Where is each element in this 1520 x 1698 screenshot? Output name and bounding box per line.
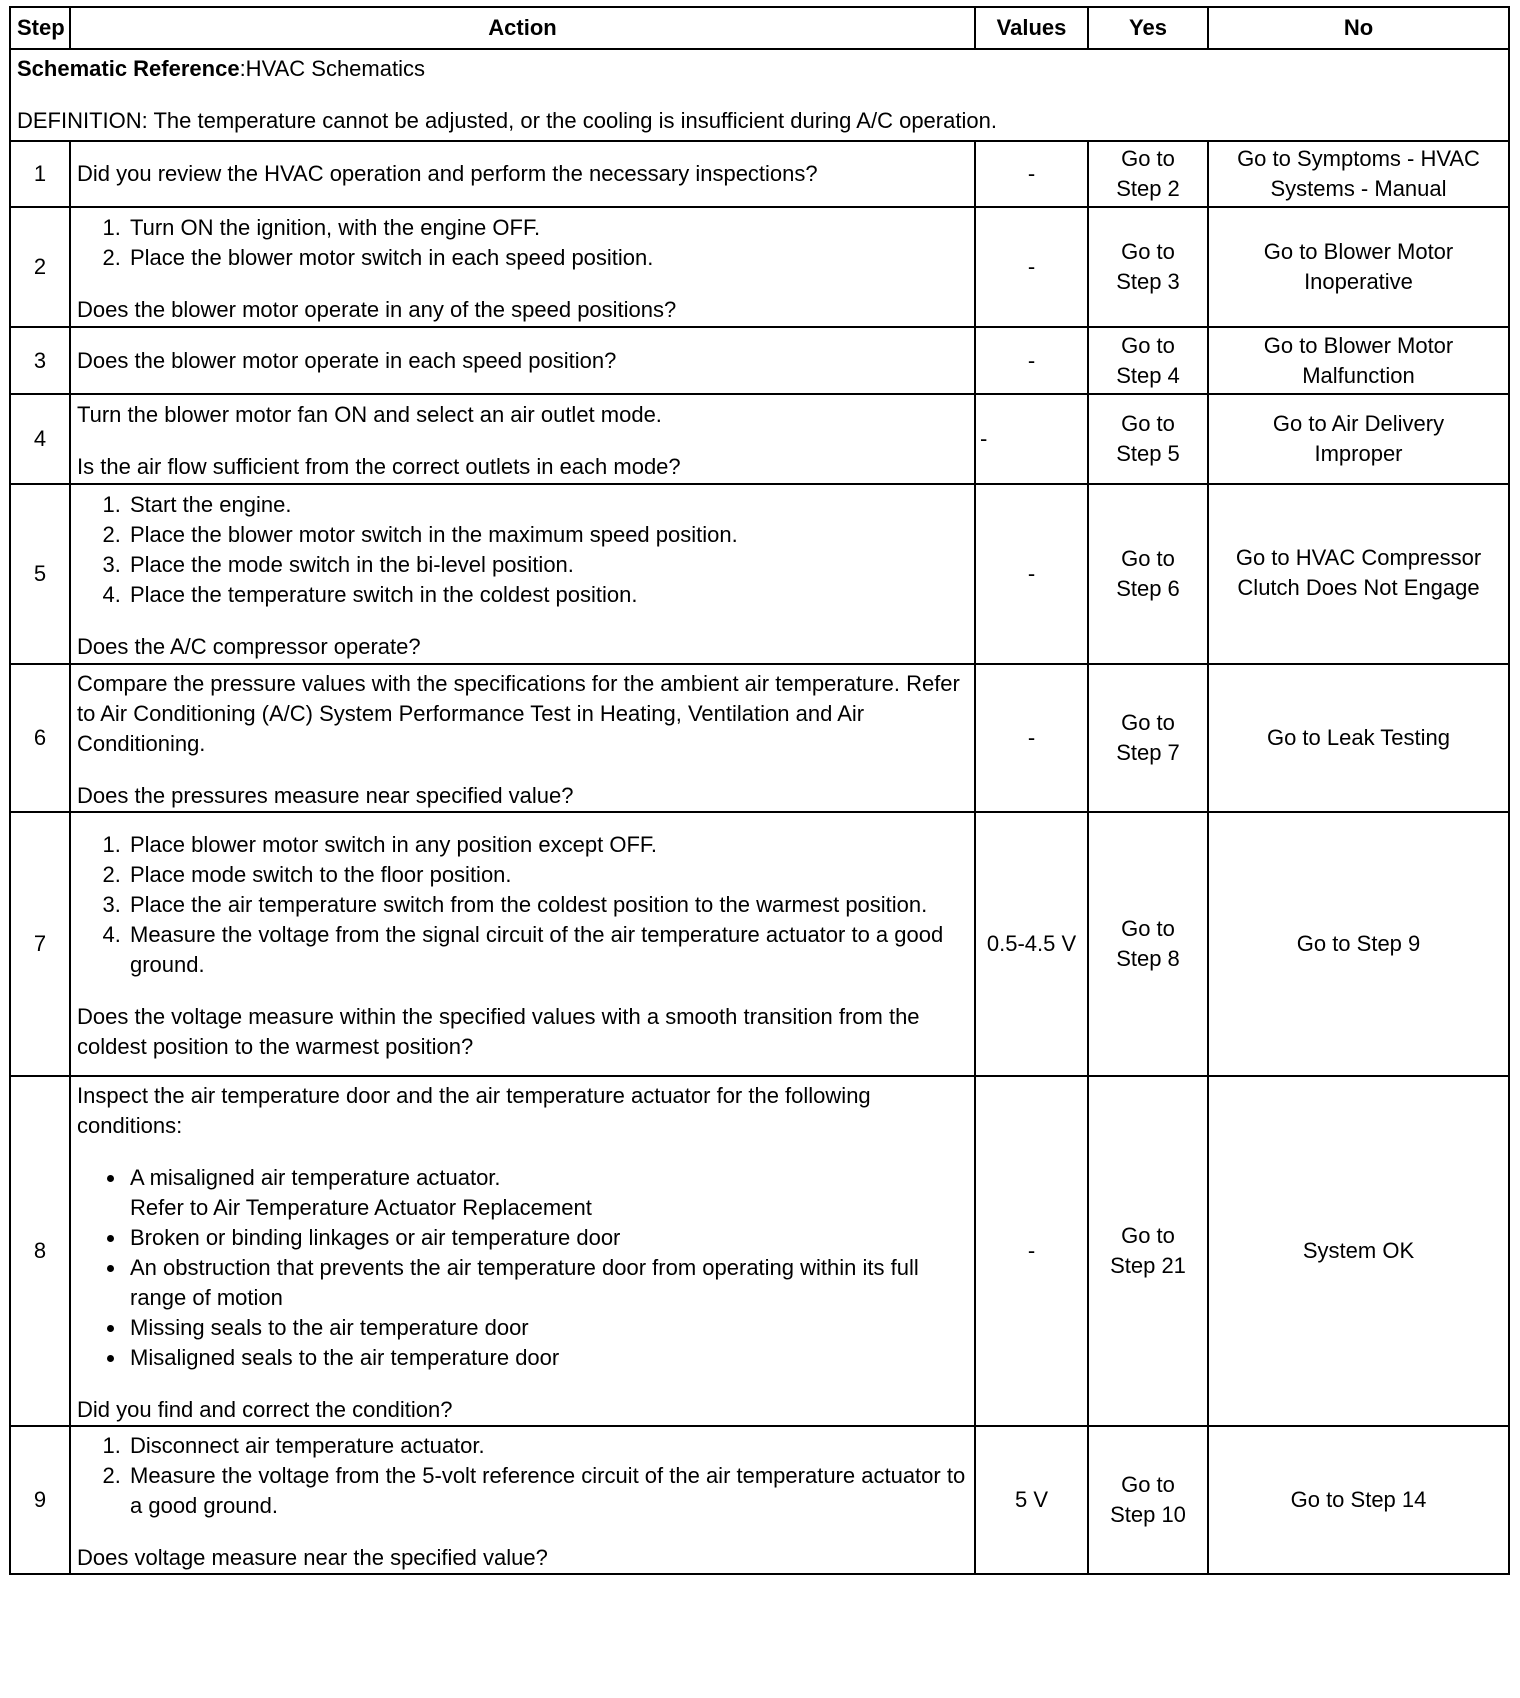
diagnostic-table [9,6,1510,1575]
step-number: 4 [10,394,70,484]
action-cell [70,484,975,664]
list-item: 2. Place the blower motor switch in the maximum speed position. [127,520,968,550]
bullet-list [77,1163,968,1373]
list-item: 4. Measure the voltage from the signal circuit of the air temperature actuator to a good ground. [127,920,968,980]
action-question: Does voltage measure near the specified value? [77,1545,548,1570]
yes-cell[interactable]: Go to Step 7 [1088,664,1208,812]
step-number: 5 [10,484,70,664]
step-number: 7 [10,812,70,1076]
numbered-list [77,490,968,610]
list-item: 1. Disconnect air temperature actuator. [127,1431,968,1461]
value-cell: - [975,207,1088,327]
action-question: Is the air flow sufficient from the correct outlets in each mode? [77,454,681,479]
list-item: • Broken or binding linkages or air temperature door [127,1223,968,1253]
header-values: Values [975,7,1088,49]
action-cell [70,1076,975,1426]
list-item: 3. Place the air temperature switch from the coldest position to the warmest position. [127,890,968,920]
list-item: 2. Measure the voltage from the 5-volt reference circuit of the air temperature actuator to a good ground. [127,1461,968,1521]
yes-cell[interactable]: Go to Step 6 [1088,484,1208,664]
table-row [10,207,1509,327]
action-text: Turn the blower motor fan ON and select an air outlet mode. [77,402,662,427]
action-text: Does the blower motor operate in each speed position? [77,347,617,373]
value-cell: - [975,484,1088,664]
table-row [10,394,1509,484]
schematic-reference-link[interactable]: :HVAC Schematics [239,56,425,81]
list-item: 4. Place the temperature switch in the coldest position. [127,580,968,610]
value-cell: - [975,1076,1088,1426]
header-step: Step [10,7,70,49]
no-cell[interactable]: Go to Step 9 [1208,812,1509,1076]
no-cell[interactable]: Go to HVAC Compressor Clutch Does Not Engage [1208,484,1509,664]
definition-text: DEFINITION: The temperature cannot be adjusted, or the cooling is insufficient during A/C operation. [17,108,997,133]
list-item: 2. Place the blower motor switch in each speed position. [127,243,968,273]
list-item: • Missing seals to the air temperature door [127,1313,968,1343]
action-question: Does the A/C compressor operate? [77,634,421,659]
step-number: 8 [10,1076,70,1426]
action-question: Does the voltage measure within the specified values with a smooth transition from the coldest position to the warmest position? [77,1004,920,1059]
value-cell: - [975,141,1088,207]
no-cell[interactable]: Go to Symptoms - HVAC Systems - Manual [1208,141,1509,207]
list-item: 3. Place the mode switch in the bi-level position. [127,550,968,580]
yes-cell[interactable]: Go to Step 8 [1088,812,1208,1076]
schematic-reference-label: Schematic Reference [17,56,240,81]
table-row [10,484,1509,664]
action-cell [70,812,975,1076]
step-number: 3 [10,327,70,394]
list-item: 1. Turn ON the ignition, with the engine OFF. [127,213,968,243]
list-item: • A misaligned air temperature actuator. Refer to Air Temperature Actuator Replacement [127,1163,968,1223]
action-cell [70,664,975,812]
no-cell[interactable]: Go to Blower Motor Malfunction [1208,327,1509,394]
value-cell: - [975,664,1088,812]
numbered-list [77,830,968,980]
no-cell[interactable]: Go to Blower Motor Inoperative [1208,207,1509,327]
value-cell: 5 V [975,1426,1088,1574]
yes-cell[interactable]: Go to Step 10 [1088,1426,1208,1574]
action-cell [70,327,975,394]
action-question: Does the blower motor operate in any of the speed positions? [77,297,677,322]
list-item: 1. Place blower motor switch in any position except OFF. [127,830,968,860]
table-row [10,1426,1509,1574]
yes-cell[interactable]: Go to Step 21 [1088,1076,1208,1426]
action-text: Inspect the air temperature door and the air temperature actuator for the following conditions: [77,1083,871,1138]
table-row [10,1076,1509,1426]
numbered-list [77,1431,968,1521]
numbered-list [77,213,968,273]
yes-cell[interactable]: Go to Step 2 [1088,141,1208,207]
action-question: Did you find and correct the condition? [77,1397,453,1422]
action-text: Compare the pressure values with the specifications for the ambient air temperature. Refer to Air Conditioning (A/C) System Performance Test in Heating, Ventilation and Air Conditioning. [77,671,960,756]
header-no: No [1208,7,1509,49]
list-item: • An obstruction that prevents the air temperature door from operating within its full range of motion [127,1253,968,1313]
yes-cell[interactable]: Go to Step 3 [1088,207,1208,327]
no-cell[interactable]: System OK [1208,1076,1509,1426]
yes-cell[interactable]: Go to Step 5 [1088,394,1208,484]
yes-cell[interactable]: Go to Step 4 [1088,327,1208,394]
action-cell [70,207,975,327]
step-number: 2 [10,207,70,327]
action-cell [70,394,975,484]
list-item: 1. Start the engine. [127,490,968,520]
table-row [10,664,1509,812]
value-cell: 0.5-4.5 V [975,812,1088,1076]
header-row [10,7,1509,49]
no-cell[interactable]: Go to Step 14 [1208,1426,1509,1574]
no-cell[interactable]: Go to Air Delivery Improper [1208,394,1509,484]
reference-row [10,49,1509,141]
table-row [10,327,1509,394]
list-item: • Misaligned seals to the air temperature door [127,1343,968,1373]
header-action: Action [70,7,975,49]
action-cell [70,141,975,207]
no-cell[interactable]: Go to Leak Testing [1208,664,1509,812]
table-row [10,141,1509,207]
step-number: 1 [10,141,70,207]
step-number: 6 [10,664,70,812]
value-cell: - [975,394,1088,484]
header-yes: Yes [1088,7,1208,49]
action-cell [70,1426,975,1574]
action-question: Does the pressures measure near specified value? [77,783,574,808]
list-item: 2. Place mode switch to the floor position. [127,860,968,890]
schematic-reference [17,54,1502,84]
value-cell: - [975,327,1088,394]
table-row [10,812,1509,1076]
step-number: 9 [10,1426,70,1574]
action-text: Did you review the HVAC operation and perform the necessary inspections? [77,161,818,186]
